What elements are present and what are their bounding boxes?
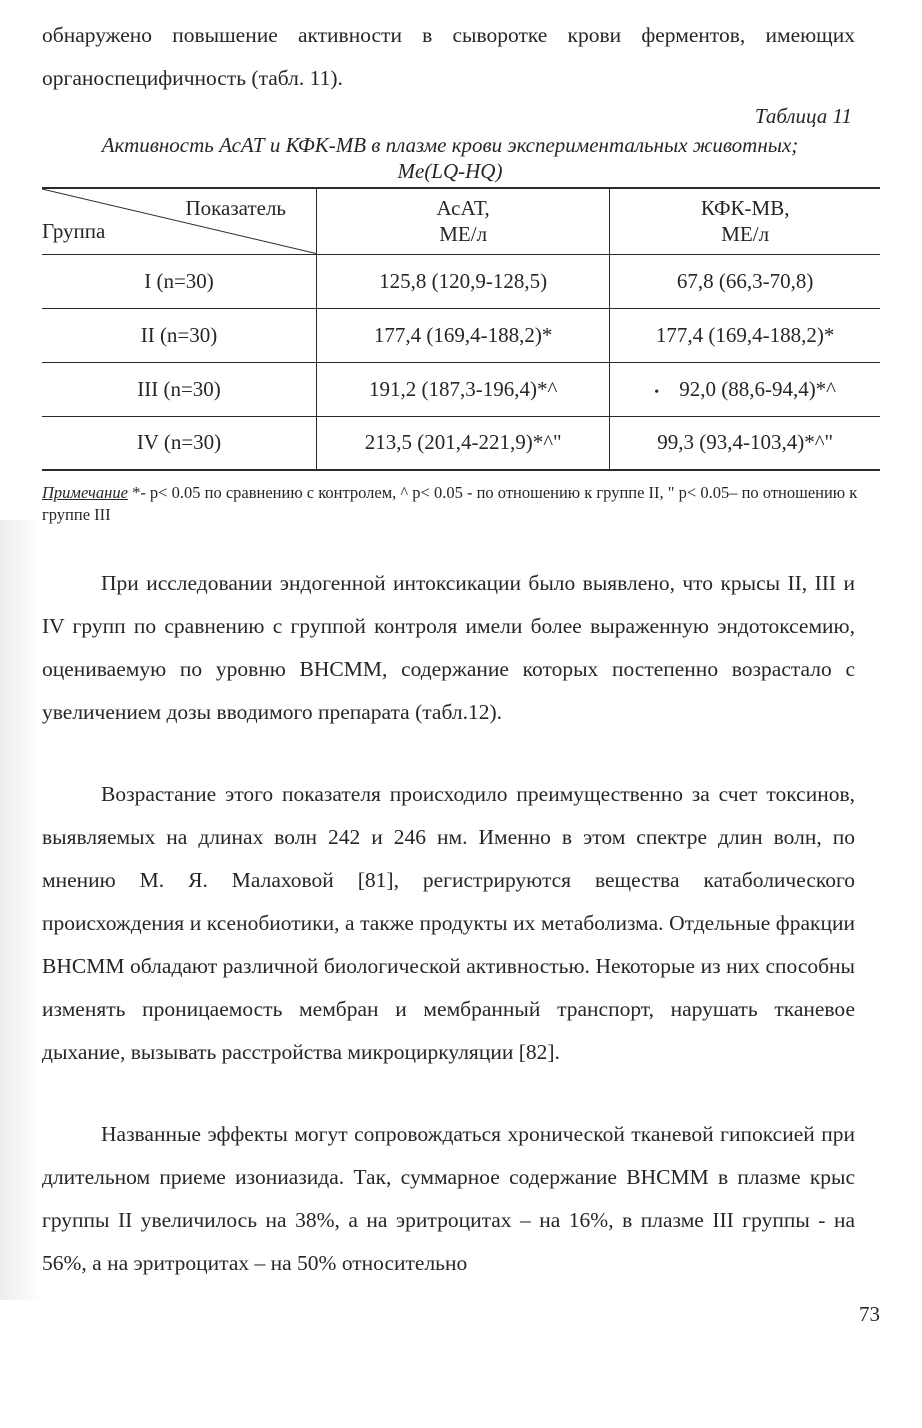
group-cell: II (n=30) [42, 308, 317, 362]
paragraph-1: При исследовании эндогенной интоксикации было выявлено, что крысы II, III и IV групп по сравнению с группой контроля имели более выраженную эндотоксемию, оцениваемую по уровню ВНСММ, содержание которых постепенно возрастало с увеличением дозы вводимого препарата (табл.12). [42, 571, 855, 724]
asat-cell: 191,2 (187,3-196,4)*^ [317, 362, 610, 416]
kfk-cell: 177,4 (169,4-188,2)* [610, 308, 880, 362]
kfk-cell-wrap [610, 362, 880, 416]
table-row [42, 362, 880, 416]
header-asat [317, 188, 610, 254]
header-asat-unit: МЕ/л [439, 222, 488, 247]
asat-cell: 177,4 (169,4-188,2)* [317, 308, 610, 362]
kfk-cell: 92,0 (88,6-94,4)*^ [679, 376, 837, 401]
scan-shadow [0, 520, 40, 1300]
group-cell: IV (n=30) [42, 416, 317, 470]
intro-paragraph: обнаружено повышение активности в сыворотке крови ферментов, имеющих органоспецифичность (табл. 11). [42, 23, 855, 90]
table-header-row [42, 188, 880, 254]
diagonal-header-cell [42, 188, 317, 254]
header-group-label: Группа [42, 218, 106, 243]
scan-dot-mark: • [654, 384, 660, 400]
data-table [42, 187, 880, 471]
kfk-cell: 99,3 (93,4-103,4)*^" [610, 416, 880, 470]
table-caption [30, 132, 870, 184]
note-label: Примечание [42, 483, 128, 502]
asat-cell: 125,8 (120,9-128,5) [317, 254, 610, 308]
header-kfk-name: КФК-МВ, [700, 196, 790, 221]
header-kfk-unit: МЕ/л [721, 222, 770, 247]
header-asat-name: АсАТ, [436, 196, 490, 221]
table-row [42, 254, 880, 308]
table-note [42, 482, 872, 526]
kfk-cell: 67,8 (66,3-70,8) [610, 254, 880, 308]
table-caption-line2: Me(LQ-HQ) [397, 159, 503, 183]
header-kfk [610, 188, 880, 254]
table-row [42, 308, 880, 362]
table-row [42, 416, 880, 470]
table-caption-line1: Активность АсАТ и КФК-МВ в плазме крови экспериментальных животных; [101, 133, 799, 157]
asat-cell: 213,5 (201,4-221,9)*^" [317, 416, 610, 470]
page-number: 73 [859, 1302, 880, 1326]
group-cell: III (n=30) [42, 362, 317, 416]
paragraph-2: Возрастание этого показателя происходило преимущественно за счет токсинов, выявляемых на длинах волн 242 и 246 нм. Именно в этом спектре длин волн, по мнению М. Я. Малаховой [81], регистрируются вещества катаболического происхождения и ксенобиотики, а также продукты их метаболизма. Отдельные фракции ВНСММ обладают различной биологической активностью. Некоторые из них способны изменять проницаемость мембран и мембранный транспорт, нарушать тканевое дыхание, вызывать расстройства микроциркуляции [82]. [42, 782, 855, 1064]
paragraph-3: Названные эффекты могут сопровождаться хронической тканевой гипоксией при длительном приеме изониазида. Так, суммарное содержание ВНСММ в плазме крыс группы II увеличилось на 38%, а на эритроцитах – на 16%, в плазме III группы - на 56%, а на эритроцитах – на 50% относительно [42, 1122, 855, 1275]
note-text: *- p< 0.05 по сравнению с контролем, ^ p< 0.05 - по отношению к группе II, " p< 0.05– по отношению к группе III [42, 483, 858, 524]
header-indicator-label: Показатель [185, 196, 286, 220]
table-number: Таблица 11 [754, 104, 852, 128]
group-cell: I (n=30) [42, 254, 317, 308]
